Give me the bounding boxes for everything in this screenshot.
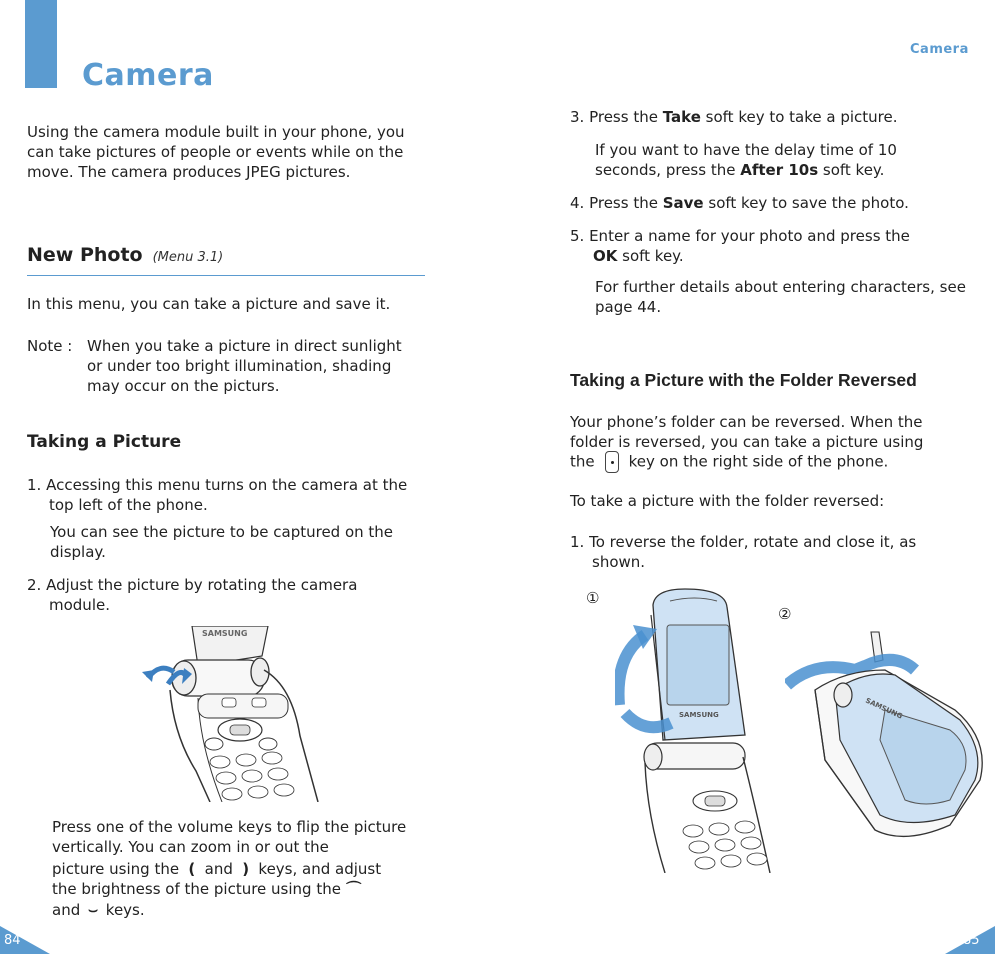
brightness-up-key-icon: ⌒: [346, 880, 362, 898]
flip-text-and-2: and: [52, 901, 81, 919]
flip-instructions-line-4: [52, 900, 145, 920]
step-4: [570, 193, 909, 213]
step-3-text-c: soft key to take a picture.: [700, 108, 898, 126]
section-title-text: New Photo: [27, 244, 143, 266]
intro-paragraph: Using the camera module built in your phone, you can take pictures of people or events while on the move. The camera produces JPEG pictures.: [27, 123, 405, 181]
flip-instructions-line-3: [52, 879, 422, 899]
step-3-detail-text-a: If you want to have the delay time of 10 seconds, press the: [595, 141, 897, 179]
flip-text-brightness: the brightness of the picture using the: [52, 880, 341, 898]
step-5: 5. Enter a name for your photo and press the: [570, 227, 910, 245]
after-10s-soft-key-label: After 10s: [740, 161, 819, 179]
reversed-paragraph-1: Your phone’s folder can be reversed. When the folder is reversed, you can take a picture using: [570, 413, 924, 451]
section-title-new-photo: [27, 244, 223, 266]
note-label: Note :: [27, 337, 73, 355]
section-intro: In this menu, you can take a picture and save it.: [27, 295, 391, 313]
section-title-folder-reversed: Taking a Picture with the Folder Reversed: [570, 370, 917, 390]
step-5-detail: For further details about entering characters, see page 44.: [595, 278, 966, 316]
take-soft-key-label: Take: [662, 108, 701, 126]
reversed-text-key-on-side: key on the right side of the phone.: [628, 452, 889, 471]
title-accent-bar: [25, 0, 57, 88]
phone-rotating-folder-illustration: [615, 585, 775, 873]
page-number-left: 84: [4, 933, 21, 948]
to-take-intro: To take a picture with the folder reversed:: [570, 492, 885, 510]
phone-closed-reversed-illustration: [785, 630, 990, 845]
phone-brand-label: SAMSUNG: [202, 629, 248, 638]
step-1-detail: You can see the picture to be captured on the display.: [50, 523, 394, 561]
menu-reference: (Menu 3.1): [152, 250, 224, 265]
step-2: 2. Adjust the picture by rotating the camera module.: [27, 576, 358, 614]
zoom-right-key-icon: ): [242, 860, 250, 878]
reversed-paragraph-2: [570, 451, 888, 473]
flip-text-picture-using: picture using the: [52, 860, 180, 878]
page-title: Camera: [82, 58, 214, 93]
flip-instructions-line-1: Press one of the volume keys to flip the picture vertically. You can zoom in or out the: [52, 818, 407, 856]
flip-text-and: and: [204, 860, 233, 878]
page-number-right: 85: [963, 933, 980, 948]
illustration-marker-2: ②: [778, 605, 792, 623]
running-header: Camera: [910, 42, 969, 57]
step-5-line-2: [593, 246, 684, 266]
step-3-text-a: 3. Press the: [570, 108, 663, 126]
ok-soft-key-label: OK: [593, 247, 618, 265]
section-divider: [27, 275, 425, 276]
flip-text-keys-adjust: keys, and adjust: [258, 860, 382, 878]
phone-2-brand-label: SAMSUNG: [864, 696, 904, 721]
illustration-marker-1: ①: [586, 589, 600, 607]
step-4-text-c: soft key to save the photo.: [703, 194, 909, 212]
reversed-step-1: 1. To reverse the folder, rotate and close it, as shown.: [570, 533, 917, 571]
flip-instructions-line-2: [52, 859, 422, 879]
phone-1-brand-label: SAMSUNG: [679, 711, 719, 719]
zoom-left-key-icon: (: [188, 860, 196, 878]
step-4-text-a: 4. Press the: [570, 194, 663, 212]
subsection-title-taking-picture: Taking a Picture: [27, 432, 182, 452]
brightness-down-key-icon: ⌣: [88, 901, 98, 919]
flip-text-keys: keys.: [105, 901, 145, 919]
side-camera-key-icon: [605, 451, 619, 473]
step-5-text-c: soft key.: [617, 247, 684, 265]
reversed-text-the: the: [570, 452, 595, 471]
save-soft-key-label: Save: [662, 194, 704, 212]
step-3: [570, 107, 898, 127]
step-1: 1. Accessing this menu turns on the camera at the top left of the phone.: [27, 476, 408, 514]
note-text: When you take a picture in direct sunlight or under too bright illumination, shading may occur on the picturs.: [87, 337, 402, 395]
step-3-detail: [595, 140, 935, 180]
step-3-detail-text-c: soft key.: [818, 161, 885, 179]
phone-camera-rotation-illustration: [140, 626, 320, 802]
